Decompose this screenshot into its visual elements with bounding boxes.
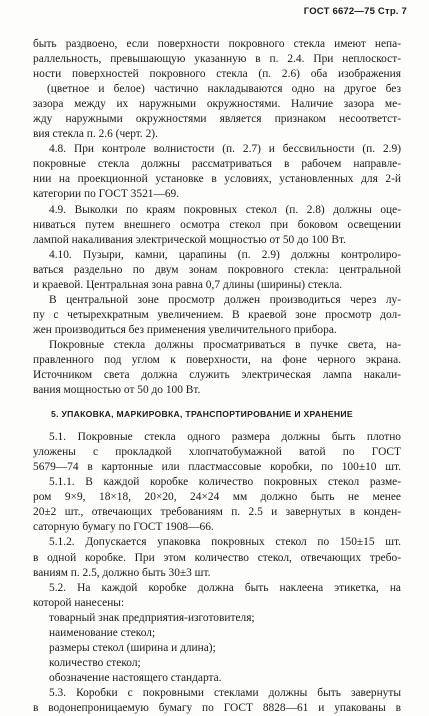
text-line: уложены с прокладкой хлопчатобумажной ватой по ГОСТ (33, 446, 401, 459)
text-line: правленного под углом к поверхности, на фоне черного экрана. (33, 353, 401, 366)
text-line: Покровные стекла должны просматриваться в пучке света, на- (49, 338, 401, 351)
text-line: количество стекол; (49, 656, 141, 669)
text-line: которой нанесены: (33, 596, 125, 609)
text-line: и краевой. Центральная зона равна 0,7 длины (ширины) стекла. (33, 278, 343, 291)
text-line: В центральной зоне просмотр должен производиться через лу- (49, 293, 401, 306)
text-line: пу с четырехкратным увеличением. В краевой зоне просмотр дол- (33, 308, 401, 321)
text-line: ваниям п. 2.5, должно быть 30±3 шт. (33, 566, 211, 579)
text-line: 4.9. Выколки по краям покровных стекол (п. 2.8) должны оце- (49, 203, 401, 216)
text-line: Источником света должна служить электрическая лампа накали- (33, 369, 401, 382)
text-line: раллельность, превышающую указанную в п. 2.4. При неплоскост- (33, 53, 401, 66)
text-line: лампой накаливания электрической мощностью от 50 до 100 Вт. (33, 233, 346, 246)
text-line: 5.3. Коробки с покровными стеклами должны быть завернуты (49, 686, 401, 699)
text-line: 5.2. На каждой коробке должна быть наклеена этикетка, на (49, 581, 401, 594)
text-line: вия стекла п. 2.6 (черт. 2). (33, 128, 158, 141)
text-line: 5.1.1. В каждой коробке количество покровных стекол разме- (49, 476, 401, 489)
text-line: 4.8. При контроле волнистости (п. 2.7) и бессвильности (п. 2.9) (49, 143, 401, 156)
text-line: ниваться путем внешнего осмотра стекол при боковом освещении (33, 218, 401, 231)
text-line: саторную бумагу по ГОСТ 1908—66. (33, 521, 214, 534)
text-line: ности поверхностей покровного стекла (п. 2.6) оба изображения (33, 68, 401, 81)
text-line: категории по ГОСТ 3521—69. (33, 188, 180, 201)
text-line: в одной коробке. При этом количество стекол, отвечающих требо- (33, 551, 401, 564)
text-line: ром 9×9, 18×18, 20×20, 24×24 мм должно быть не менее (33, 491, 401, 504)
page-header: ГОСТ 6672—75 Стр. 7 (303, 6, 407, 17)
page-body (33, 37, 401, 716)
text-line: товарный знак предприятия-изготовителя; (49, 611, 255, 624)
text-line: покровные стекла должны рассматриваться в рабочем направле- (33, 158, 401, 171)
text-line: ваться раздельно по двум зонам покровного стекла: центральной (33, 263, 401, 276)
text-line: нии на проекционной установке в условиях, установленных для 2-й (33, 173, 401, 186)
text-line: наименование стекол; (49, 626, 156, 639)
text-line: жду наружными окружностями является признаком несоответст- (33, 113, 401, 126)
text-line: (цветное и белое) частично накладываются одно на другое без (47, 83, 401, 96)
text-line: в водонепроницаемую бумагу по ГОСТ 8828—61 и упакованы в (33, 701, 401, 714)
text-line: жен производиться без применения увеличительного прибора. (33, 323, 337, 336)
text-block-section-4 (33, 37, 401, 398)
text-line: 5.1. Покровные стекла одного размера должны быть плотно (49, 431, 401, 444)
text-line: вания мощностью от 50 до 100 Вт. (33, 384, 201, 397)
section-heading: 5. УПАКОВКА, МАРКИРОВКА, ТРАНСПОРТИРОВАНИЕ И ХРАНЕНИЕ (51, 409, 353, 420)
text-block-section-5 (33, 430, 401, 716)
text-line: 5.1.2. Допускается упаковка покровных стекол по 150±15 шт. (49, 536, 401, 549)
text-line: быть раздвоено, если поверхности покровного стекла имеют непа- (33, 38, 401, 50)
text-line: размеры стекол (ширина и длина); (49, 641, 216, 654)
text-line: обозначение настоящего стандарта. (49, 671, 222, 684)
text-line: 20±2 шт., отвечающих требованиям п. 2.5 и завернутых в конден- (33, 506, 401, 519)
text-line: 5679—74 в картонные или пластмассовые коробки, по 100±10 шт. (33, 461, 401, 474)
text-line: зазора между их наружными окружностями. Наличие зазора ме- (33, 98, 401, 111)
text-line: 4.10. Пузыри, камни, царапины (п. 2.9) должны контролиро- (49, 248, 401, 261)
